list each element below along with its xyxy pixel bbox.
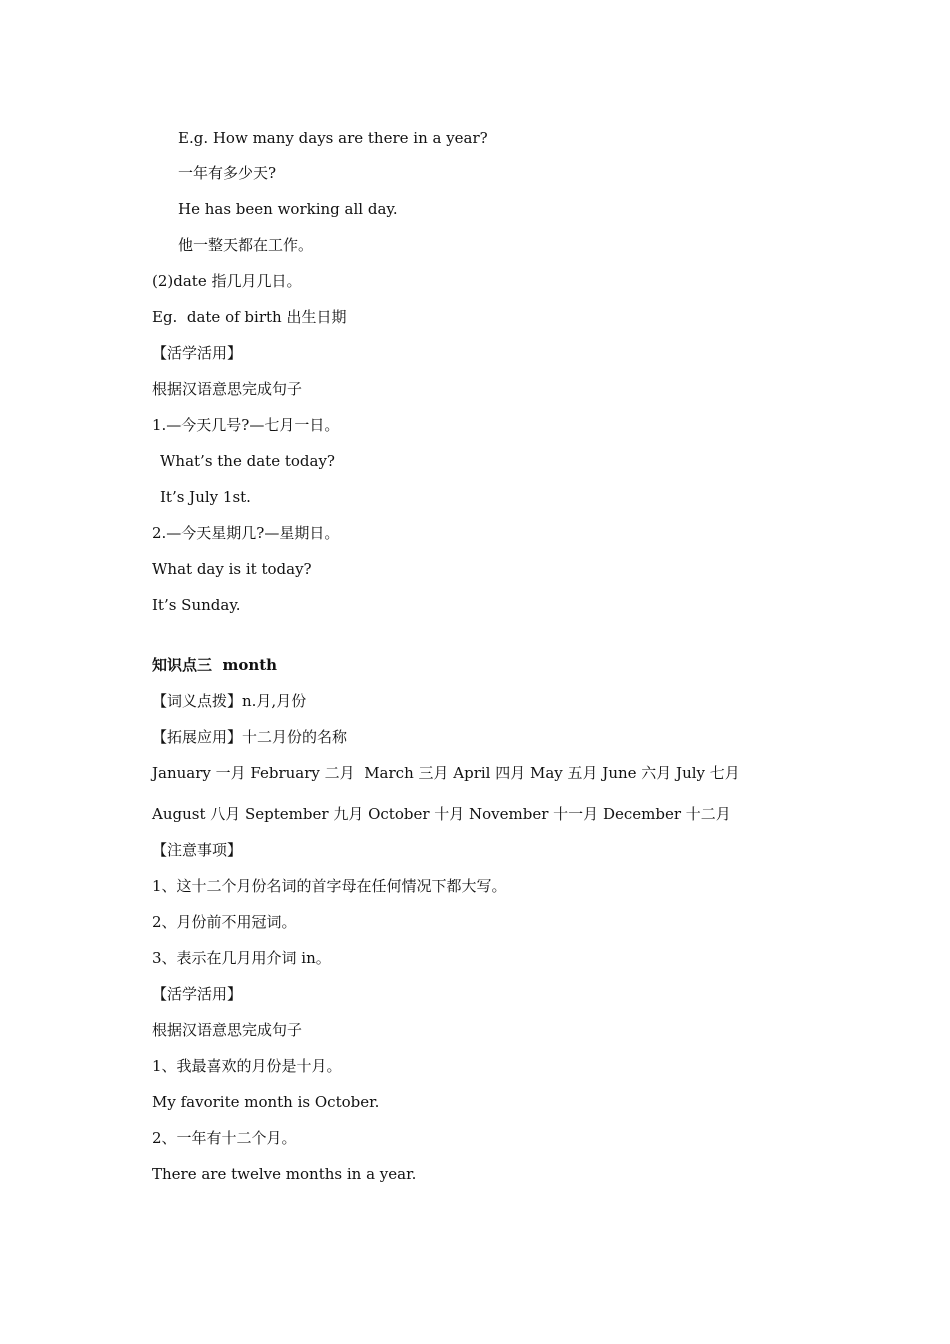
- exercise-answer: What day is it today?: [152, 560, 312, 578]
- definition-line: 【词义点拨】n.月,月份: [152, 692, 307, 710]
- example-sentence-zh: 他一整天都在工作。: [178, 236, 314, 254]
- months-list-line: January 一月 February 二月 March 三月 April 四月 May 五月 June 六月 July 七月: [152, 764, 740, 782]
- section-label: 【注意事项】: [152, 841, 243, 859]
- note-item: 1、这十二个月份名词的首字母在任何情况下都大写。: [152, 877, 507, 895]
- exercise-instruction: 根据汉语意思完成句子: [152, 380, 303, 398]
- exercise-answer: There are twelve months in a year.: [152, 1165, 417, 1183]
- exercise-instruction: 根据汉语意思完成句子: [152, 1021, 303, 1039]
- section-heading: 知识点三 month: [152, 656, 278, 674]
- exercise-answer: It’s July 1st.: [160, 488, 251, 506]
- exercise-answer: My favorite month is October.: [152, 1093, 380, 1111]
- note-item: 3、表示在几月用介词 in。: [152, 949, 331, 967]
- months-list-line: August 八月 September 九月 October 十月 November 十一月 December 十二月: [152, 805, 731, 823]
- example-line: Eg. date of birth 出生日期: [152, 308, 347, 326]
- example-sentence-en: E.g. How many days are there in a year?: [178, 129, 488, 147]
- definition-item: (2)date 指几月几日。: [152, 272, 302, 290]
- exercise-answer: It’s Sunday.: [152, 596, 241, 614]
- exercise-item: 2、一年有十二个月。: [152, 1129, 297, 1147]
- example-sentence-zh: 一年有多少天?: [178, 164, 277, 182]
- exercise-item: 1.—今天几号?—七月一日。: [152, 416, 340, 434]
- section-label: 【拓展应用】十二月份的名称: [152, 728, 348, 746]
- section-label: 【活学活用】: [152, 985, 243, 1003]
- exercise-answer: What’s the date today?: [160, 452, 335, 470]
- section-label: 【活学活用】: [152, 344, 243, 362]
- exercise-item: 1、我最喜欢的月份是十月。: [152, 1057, 342, 1075]
- example-sentence-en: He has been working all day.: [178, 200, 398, 218]
- note-item: 2、月份前不用冠词。: [152, 913, 297, 931]
- exercise-item: 2.—今天星期几?—星期日。: [152, 524, 340, 542]
